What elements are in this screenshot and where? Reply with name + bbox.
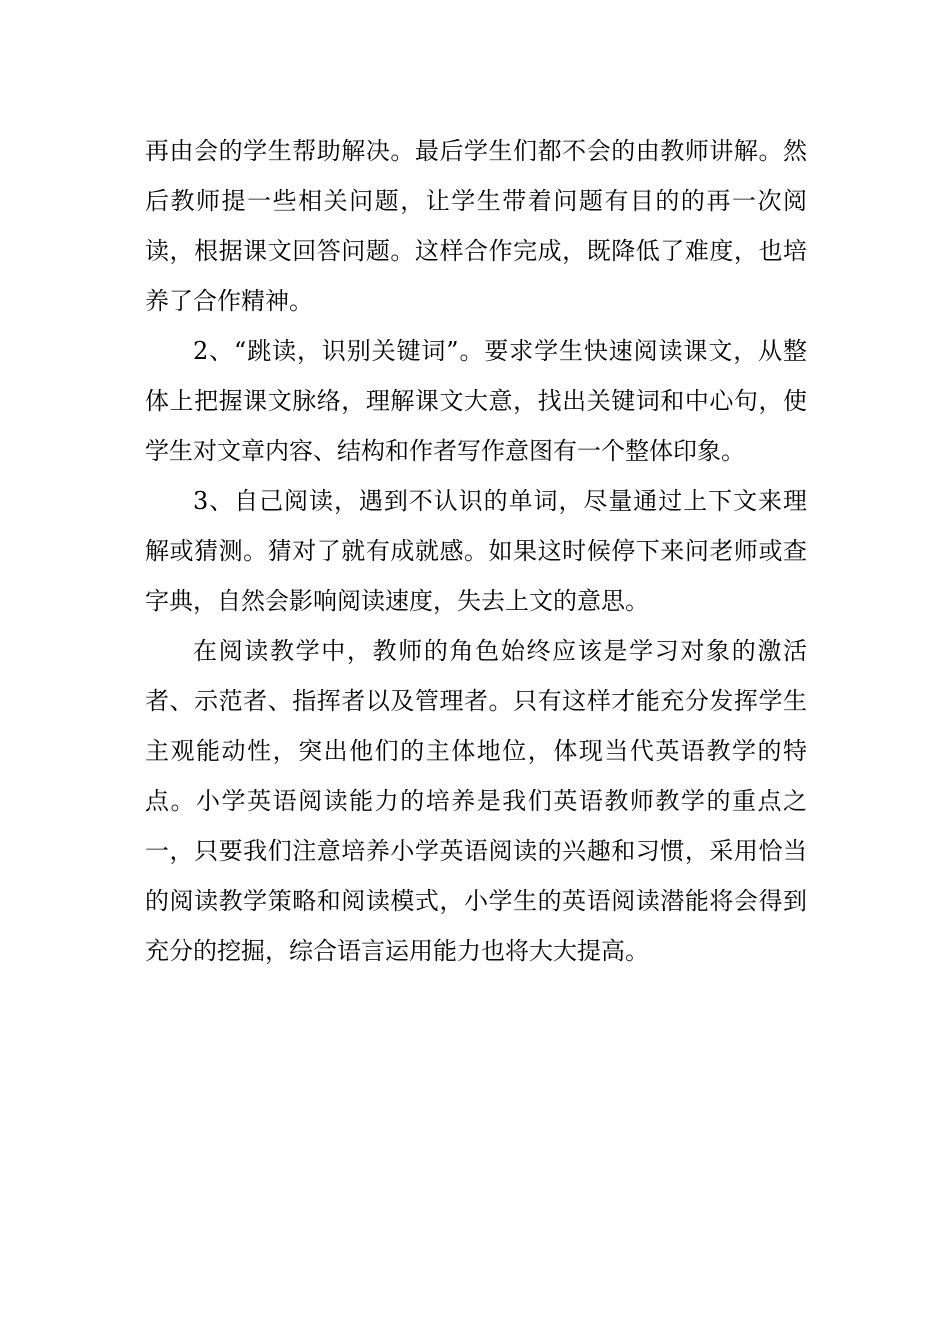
paragraph-skim-reading: 2、“跳读，识别关键词”。要求学生快速阅读课文，从整体上把握课文脉络，理解课文大意，找出关键词和中心句，使学生对文章内容、结构和作者写作意图有一个整体印象。 (145, 337, 807, 465)
paragraph-independent-reading: 3、自己阅读，遇到不认识的单词，尽量通过上下文来理解或猜测。猜对了就有成就感。如果这时候停下来问老师或查字典，自然会影响阅读速度，失去上文的意思。 (145, 487, 807, 615)
paragraph-conclusion: 在阅读教学中，教师的角色始终应该是学习对象的激活者、示范者、指挥者以及管理者。只有这样才能充分发挥学生主观能动性，突出他们的主体地位，体现当代英语教学的特点。小学英语阅读能力的培养是我们英语教师教学的重点之一，只要我们注意培养小学英语阅读的兴趣和习惯，采用恰当的阅读教学策略和阅读模式，小学生的英语阅读潜能将会得到充分的挖掘，综合语言运用能力也将大大提高。 (145, 637, 807, 965)
document-body (145, 126, 807, 976)
paragraph-continuation: 再由会的学生帮助解决。最后学生们都不会的由教师讲解。然后教师提一些相关问题，让学生带着问题有目的的再一次阅读，根据课文回答问题。这样合作完成，既降低了难度，也培养了合作精神。 (145, 137, 807, 315)
